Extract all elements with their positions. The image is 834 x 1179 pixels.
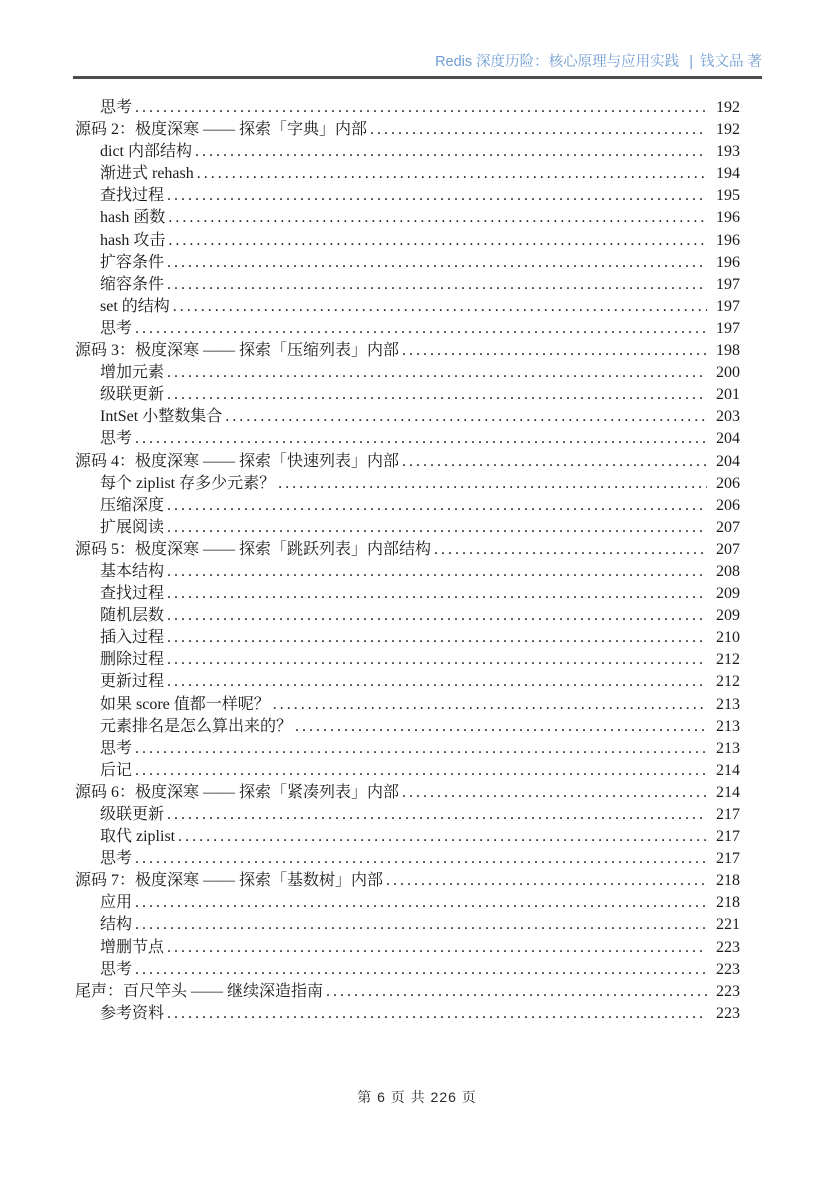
toc-entry-page: 209 bbox=[716, 607, 740, 625]
toc-entry-label: 思考 bbox=[100, 739, 133, 757]
toc-entry-label: 应用 bbox=[100, 894, 133, 912]
toc-entry-page: 206 bbox=[716, 496, 740, 514]
page-footer bbox=[0, 1087, 834, 1107]
toc-entry-label: set 的结构 bbox=[100, 297, 170, 315]
toc-entry[interactable] bbox=[75, 163, 740, 185]
toc-dot-leader bbox=[370, 119, 707, 141]
toc-entry-page: 213 bbox=[716, 717, 740, 735]
toc-dot-leader bbox=[135, 318, 707, 340]
toc-dot-leader bbox=[195, 141, 707, 163]
toc-dot-leader bbox=[278, 473, 707, 495]
running-header bbox=[73, 52, 762, 72]
toc-entry-label: 如果 score 值都一样呢？ bbox=[100, 695, 270, 713]
toc-entry-label: 结构 bbox=[100, 916, 133, 934]
toc-entry-page: 204 bbox=[716, 430, 740, 448]
toc-dot-leader bbox=[167, 605, 707, 627]
toc-entry-page: 192 bbox=[716, 121, 740, 139]
toc-entry[interactable] bbox=[75, 119, 740, 141]
toc-dot-leader bbox=[295, 716, 707, 738]
toc-entry-label: 缩容条件 bbox=[100, 275, 165, 293]
toc-entry[interactable] bbox=[75, 848, 740, 870]
toc-entry-label: 源码 7：极度深寒 —— 探索「基数树」内部 bbox=[75, 872, 384, 890]
toc-entry-label: 删除过程 bbox=[100, 651, 165, 669]
toc-entry-label: 元素排名是怎么算出来的？ bbox=[100, 717, 293, 735]
toc-entry[interactable] bbox=[75, 649, 740, 671]
toc-entry-label: 源码 5：极度深寒 —— 探索「跳跃列表」内部结构 bbox=[75, 540, 432, 558]
toc-dot-leader bbox=[167, 937, 707, 959]
toc-entry[interactable] bbox=[75, 870, 740, 892]
toc-entry-page: 217 bbox=[716, 806, 740, 823]
toc-entry-page: 213 bbox=[716, 695, 740, 713]
toc-entry[interactable] bbox=[75, 318, 740, 340]
toc-entry[interactable] bbox=[75, 473, 740, 495]
toc-entry[interactable] bbox=[75, 451, 740, 473]
toc-entry-page: 203 bbox=[716, 408, 740, 426]
toc-dot-leader bbox=[402, 451, 707, 473]
toc-dot-leader bbox=[167, 274, 707, 296]
toc-entry-page: 197 bbox=[716, 297, 740, 315]
toc-entry-label: 参考资料 bbox=[100, 1004, 165, 1022]
toc-entry-page: 223 bbox=[716, 960, 740, 978]
toc-entry[interactable] bbox=[75, 959, 740, 981]
toc-entry-label: 增加元素 bbox=[100, 364, 165, 382]
toc-entry[interactable] bbox=[75, 561, 740, 583]
toc-entry-label: 基本结构 bbox=[100, 562, 165, 580]
toc-entry[interactable] bbox=[75, 141, 740, 163]
toc-entry[interactable] bbox=[75, 252, 740, 274]
toc-entry[interactable] bbox=[75, 406, 740, 428]
toc-dot-leader bbox=[402, 340, 707, 362]
toc-dot-leader bbox=[167, 517, 707, 539]
toc-entry-page: 207 bbox=[716, 518, 740, 536]
toc-dot-leader bbox=[326, 981, 707, 1003]
toc-entry-label: 每个 ziplist 存多少元素？ bbox=[100, 474, 276, 492]
toc-dot-leader bbox=[173, 296, 707, 318]
toc-dot-leader bbox=[167, 583, 707, 605]
toc-entry-label: 后记 bbox=[100, 761, 133, 779]
toc-entry-page: 209 bbox=[716, 585, 740, 603]
toc-entry-page: 201 bbox=[716, 386, 740, 404]
toc-dot-leader bbox=[167, 804, 707, 826]
toc-entry[interactable] bbox=[75, 804, 740, 826]
toc-entry-label: 渐进式 rehash bbox=[100, 165, 194, 183]
toc-entry-label: hash 函数 bbox=[100, 209, 166, 227]
toc-entry-page: 194 bbox=[716, 165, 740, 183]
toc-entry-label: 思考 bbox=[100, 99, 133, 116]
toc-entry-page: 207 bbox=[716, 540, 740, 558]
toc-entry-page: 217 bbox=[716, 828, 740, 846]
toc-entry-page: 212 bbox=[716, 651, 740, 669]
toc-entry-label: 思考 bbox=[100, 319, 133, 337]
toc-entry-page: 198 bbox=[716, 342, 740, 360]
toc-entry[interactable] bbox=[75, 340, 740, 362]
toc-entry-label: 扩展阅读 bbox=[100, 518, 165, 536]
toc-entry-label: 查找过程 bbox=[100, 585, 165, 603]
toc-dot-leader bbox=[167, 384, 707, 406]
toc-entry[interactable] bbox=[75, 384, 740, 406]
toc-entry[interactable] bbox=[75, 914, 740, 936]
toc-entry-label: 思考 bbox=[100, 850, 133, 868]
toc-entry-page: 204 bbox=[716, 452, 740, 470]
toc-entry[interactable] bbox=[75, 539, 740, 561]
toc-entry-page: 214 bbox=[716, 783, 740, 801]
toc-entry[interactable] bbox=[75, 97, 740, 119]
toc-dot-leader bbox=[135, 97, 707, 119]
toc-entry-label: 源码 2：极度深寒 —— 探索「字典」内部 bbox=[75, 121, 368, 139]
toc-entry[interactable] bbox=[75, 207, 740, 229]
toc-entry-page: 196 bbox=[716, 253, 740, 271]
toc-dot-leader bbox=[167, 185, 707, 207]
toc-entry-label: 源码 6：极度深寒 —— 探索「紧凑列表」内部 bbox=[75, 783, 400, 801]
toc-entry-label: 插入过程 bbox=[100, 629, 165, 647]
toc-entry-page: 214 bbox=[716, 761, 740, 779]
toc-dot-leader bbox=[402, 782, 707, 804]
toc-entry-label: 思考 bbox=[100, 430, 133, 448]
toc-entry-page: 217 bbox=[716, 850, 740, 868]
toc-entry-page: 218 bbox=[716, 894, 740, 912]
toc-entry[interactable] bbox=[75, 1003, 740, 1025]
toc-dot-leader bbox=[197, 163, 707, 185]
toc-entry-page: 195 bbox=[716, 187, 740, 205]
toc-dot-leader bbox=[167, 627, 707, 649]
toc-dot-leader bbox=[135, 760, 707, 782]
toc-entry-label: 级联更新 bbox=[100, 386, 165, 404]
toc-entry-page: 206 bbox=[716, 474, 740, 492]
toc-entry-page: 218 bbox=[716, 872, 740, 890]
toc-entry-page: 213 bbox=[716, 739, 740, 757]
toc-entry[interactable] bbox=[75, 495, 740, 517]
toc-entry-page: 192 bbox=[716, 99, 740, 116]
toc-entry-page: 212 bbox=[716, 673, 740, 691]
toc-entry-page: 196 bbox=[716, 231, 740, 249]
toc-entry-page: 200 bbox=[716, 364, 740, 382]
table-of-contents bbox=[75, 97, 740, 1025]
author-name: 钱文品 著 bbox=[699, 54, 762, 70]
toc-entry-page: 223 bbox=[716, 938, 740, 956]
toc-entry-label: dict 内部结构 bbox=[100, 143, 192, 161]
toc-entry[interactable] bbox=[75, 583, 740, 605]
toc-dot-leader bbox=[178, 826, 707, 848]
toc-entry[interactable] bbox=[75, 738, 740, 760]
toc-entry[interactable] bbox=[75, 826, 740, 848]
toc-entry-page: 221 bbox=[716, 916, 740, 934]
toc-entry-page: 196 bbox=[716, 209, 740, 227]
toc-entry-label: 源码 4：极度深寒 —— 探索「快速列表」内部 bbox=[75, 452, 400, 470]
toc-entry-label: 思考 bbox=[100, 960, 133, 978]
toc-dot-leader bbox=[167, 252, 707, 274]
toc-entry[interactable] bbox=[75, 981, 740, 1003]
header-separator: | bbox=[689, 54, 693, 70]
toc-dot-leader bbox=[135, 428, 707, 450]
toc-dot-leader bbox=[167, 362, 707, 384]
page-indicator: 第 6 页 共 226 页 bbox=[357, 1089, 477, 1105]
toc-entry-page: 210 bbox=[716, 629, 740, 647]
toc-entry[interactable] bbox=[75, 716, 740, 738]
toc-entry[interactable] bbox=[75, 517, 740, 539]
toc-dot-leader bbox=[168, 230, 707, 252]
toc-entry[interactable] bbox=[75, 185, 740, 207]
toc-entry-label: 随机层数 bbox=[100, 607, 165, 625]
toc-entry-label: 源码 3：极度深寒 —— 探索「压缩列表」内部 bbox=[75, 342, 400, 360]
toc-dot-leader bbox=[386, 870, 707, 892]
toc-entry-label: 更新过程 bbox=[100, 673, 165, 691]
toc-entry-page: 208 bbox=[716, 562, 740, 580]
toc-entry-label: 查找过程 bbox=[100, 187, 165, 205]
toc-entry-label: 压缩深度 bbox=[100, 496, 165, 514]
book-title: Redis 深度历险：核心原理与应用实践 bbox=[435, 54, 680, 70]
toc-entry[interactable] bbox=[75, 362, 740, 384]
header-divider bbox=[73, 76, 762, 79]
toc-entry[interactable] bbox=[75, 605, 740, 627]
toc-dot-leader bbox=[273, 694, 707, 716]
toc-entry[interactable] bbox=[75, 428, 740, 450]
toc-entry[interactable] bbox=[75, 760, 740, 782]
toc-entry-page: 193 bbox=[716, 143, 740, 161]
toc-entry-page: 197 bbox=[716, 275, 740, 293]
toc-dot-leader bbox=[135, 914, 707, 936]
toc-entry-page: 223 bbox=[716, 982, 740, 1000]
toc-dot-leader bbox=[167, 649, 707, 671]
toc-entry[interactable] bbox=[75, 274, 740, 296]
toc-entry-label: IntSet 小整数集合 bbox=[100, 408, 223, 426]
toc-entry[interactable] bbox=[75, 782, 740, 804]
toc-entry[interactable] bbox=[75, 892, 740, 914]
toc-dot-leader bbox=[135, 892, 707, 914]
toc-entry-page: 223 bbox=[716, 1004, 740, 1022]
toc-dot-leader bbox=[167, 1003, 707, 1025]
toc-entry-label: hash 攻击 bbox=[100, 231, 166, 249]
toc-entry[interactable] bbox=[75, 694, 740, 716]
toc-entry-label: 尾声：百尺竿头 —— 继续深造指南 bbox=[75, 982, 324, 1000]
toc-entry[interactable] bbox=[75, 627, 740, 649]
toc-entry-label: 取代 ziplist bbox=[100, 828, 176, 846]
toc-entry-label: 级联更新 bbox=[100, 806, 165, 823]
toc-dot-leader bbox=[225, 406, 707, 428]
toc-entry-label: 增删节点 bbox=[100, 938, 165, 956]
page-header bbox=[73, 52, 762, 79]
toc-entry-label: 扩容条件 bbox=[100, 253, 165, 271]
toc-dot-leader bbox=[135, 738, 707, 760]
toc-entry[interactable] bbox=[75, 671, 740, 693]
toc-entry[interactable] bbox=[75, 937, 740, 959]
toc-entry-page: 197 bbox=[716, 319, 740, 337]
toc-entry[interactable] bbox=[75, 230, 740, 252]
toc-dot-leader bbox=[434, 539, 707, 561]
toc-dot-leader bbox=[167, 495, 707, 517]
toc-dot-leader bbox=[135, 959, 707, 981]
toc-dot-leader bbox=[167, 671, 707, 693]
toc-dot-leader bbox=[135, 848, 707, 870]
toc-entry[interactable] bbox=[75, 296, 740, 318]
toc-dot-leader bbox=[167, 561, 707, 583]
toc-dot-leader bbox=[168, 207, 707, 229]
